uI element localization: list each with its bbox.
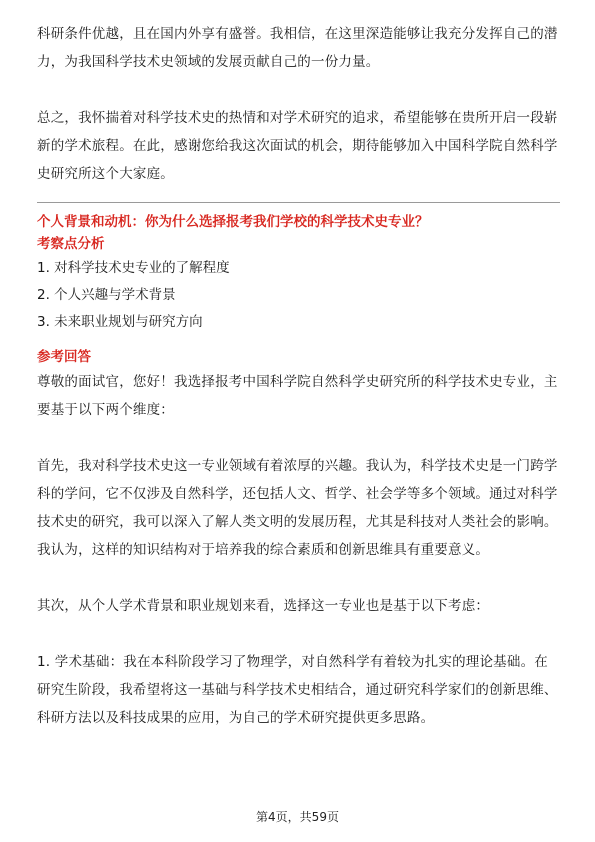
paragraph-continued: 科研条件优越，且在国内外享有盛誉。我相信，在这里深造能够让我充分发挥自己的潜力，为我国科学技术史领域的发展贡献自己的一份力量。 <box>37 26 558 70</box>
answer-paragraph-second: 其次，从个人学术背景和职业规划来看，选择这一专业也是基于以下考虑： <box>37 598 490 614</box>
answer-paragraph-academic-basis: 1. 学术基础：我在本科阶段学习了物理学，对自然科学有着较为扎实的理论基础。在研究生阶段，我希望将这一基础与科学技术史相结合，通过研究科学家们的创新思维、科研方法以及科技成果的应用，为自己的学术研究提供更多思路。 <box>37 654 558 726</box>
analysis-item: 2. 个人兴趣与学术背景 <box>37 287 176 303</box>
page-number: 第4页，共59页 <box>256 810 339 824</box>
analysis-heading: 考察点分析 <box>37 236 105 252</box>
page-content <box>37 20 560 732</box>
analysis-item: 3. 未来职业规划与研究方向 <box>37 314 203 330</box>
question-title: 个人背景和动机：你为什么选择报考我们学校的科学技术史专业？ <box>37 214 429 230</box>
analysis-item: 1. 对科学技术史专业的了解程度 <box>37 260 230 276</box>
paragraph-conclusion: 总之，我怀揣着对科学技术史的热情和对学术研究的追求，希望能够在贵所开启一段崭新的学术旅程。在此，感谢您给我这次面试的机会，期待能够加入中国科学院自然科学史研究所这个大家庭。 <box>37 110 558 182</box>
answer-paragraph-first: 首先，我对科学技术史这一专业领域有着浓厚的兴趣。我认为，科学技术史是一门跨学科的学问，它不仅涉及自然科学，还包括人文、哲学、社会学等多个领域。通过对科学技术史的研究，我可以深入了解人类文明的发展历程，尤其是科技对人类社会的影响。我认为，这样的知识结构对于培养我的综合素质和创新思维具有重要意义。 <box>37 458 558 558</box>
section-divider <box>37 202 560 203</box>
answer-paragraph-greeting: 尊敬的面试官，您好！我选择报考中国科学院自然科学史研究所的科学技术史专业，主要基于以下两个维度： <box>37 374 558 418</box>
answer-heading: 参考回答 <box>37 349 91 365</box>
